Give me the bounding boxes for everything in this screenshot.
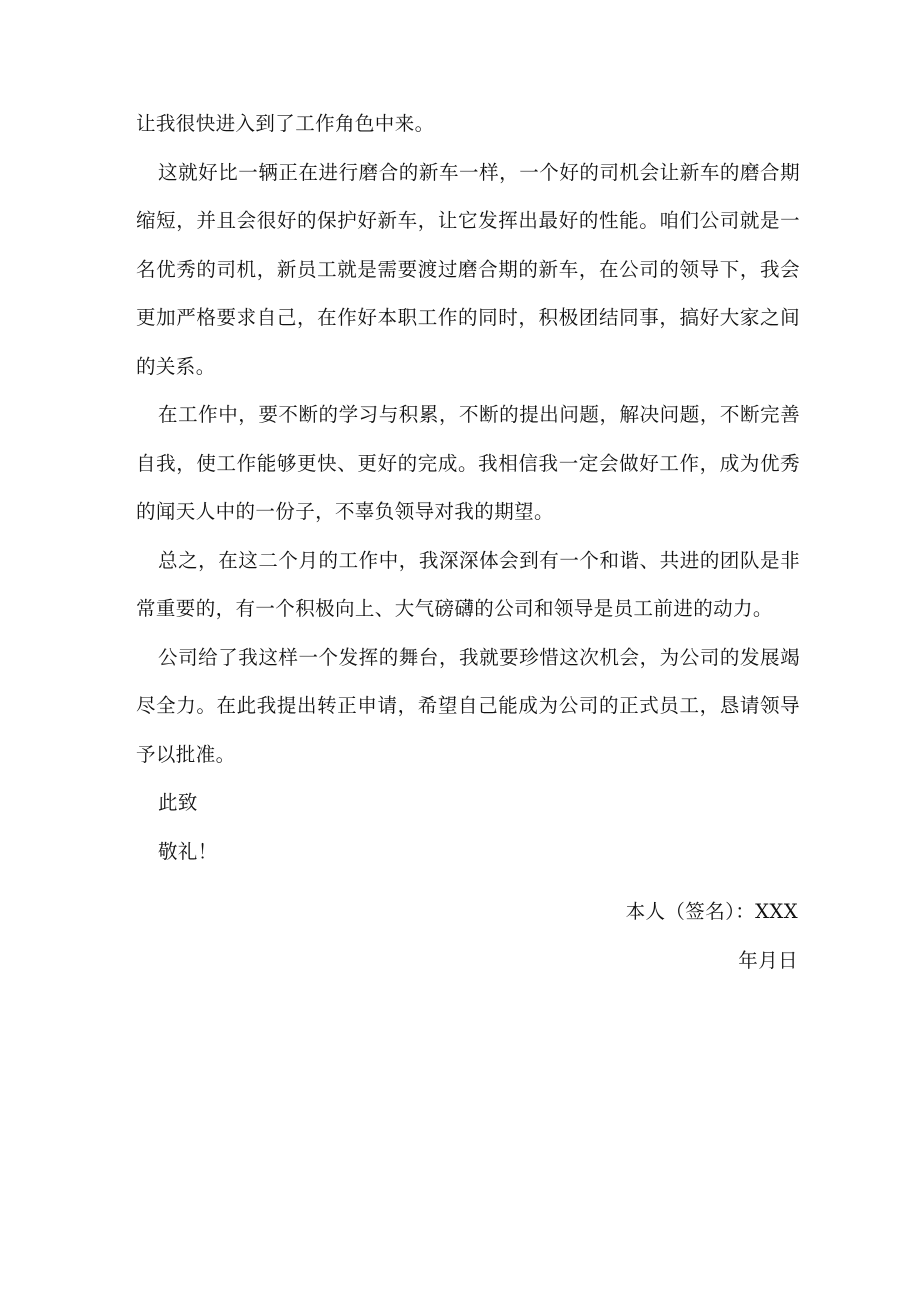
closing-regards: 敬礼！ [158,839,218,863]
paragraph-analogy: 这就好比一辆正在进行磨合的新车一样，一个好的司机会让新车的磨合期缩短，并且会很好的保护好新车，让它发挥出最好的性能。咱们公司就是一名优秀的司机，新员工就是需要渡过磨合期的新车，在公司的领导下，我会更加严格要求自己，在作好本职工作的同时，积极团结同事，搞好大家之间的关系。 [136,160,800,378]
closing-salutation: 此致 [158,791,198,814]
letter-body [136,100,800,876]
date-line: 年月日 [738,948,798,972]
signature-line: 本人（签名）：XXX [625,900,798,923]
paragraph-learning: 在工作中，要不断的学习与积累，不断的提出问题，解决问题，不断完善自我，使工作能够更快、更好的完成。我相信我一定会做好工作，成为优秀的闻天人中的一份子，不辜负领导对我的期望。 [136,403,800,523]
signature-block [626,888,798,985]
paragraph-continuation: 让我很快进入到了工作角色中来。 [136,112,435,135]
paragraph-application: 公司给了我这样一个发挥的舞台，我就要珍惜这次机会，为公司的发展竭尽全力。在此我提出转正申请，希望自己能成为公司的正式员工，恳请领导予以批准。 [136,645,800,766]
paragraph-summary: 总之，在这二个月的工作中，我深深体会到有一个和谐、共进的团队是非常重要的，有一个积极向上、大气磅礴的公司和领导是员工前进的动力。 [136,548,800,620]
